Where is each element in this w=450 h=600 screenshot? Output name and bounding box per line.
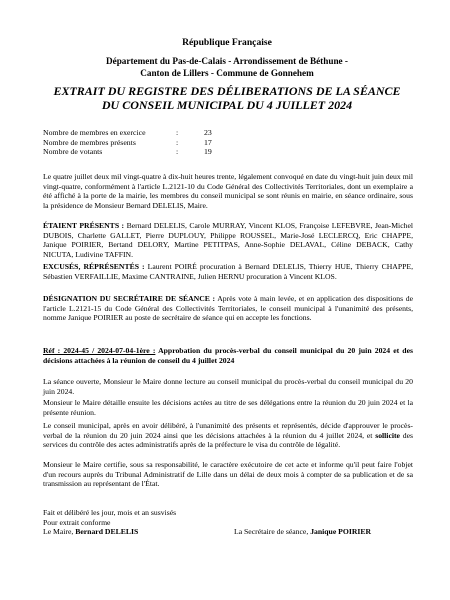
present-label: ÉTAIENT PRÉSENTS : <box>43 221 125 230</box>
member-stats <box>43 128 224 157</box>
stat-label: Nombre de votants <box>43 147 103 157</box>
secretary-signature <box>234 527 371 537</box>
secretary-label: DÉSIGNATION DU SECRÉTAIRE DE SÉANCE : <box>43 294 216 303</box>
department-line-2: Canton de Lillers - Commune de Gonnehem <box>140 67 314 78</box>
title-line-1: EXTRAIT DU REGISTRE DES DÉLIBERATIONS DE LA SÉANCE <box>53 84 401 98</box>
stat-label: Nombre de membres en exercice <box>43 128 146 137</box>
stat-value: 23 <box>204 128 212 137</box>
stat-row <box>43 128 224 138</box>
resolution-text-end: des services du contrôle des actes administratifs après de la préfecture le visa du contrôle de légalité. <box>43 430 413 450</box>
stat-separator: : <box>176 147 179 157</box>
paragraph-reading: La séance ouverte, Monsieur le Maire donne lecture au conseil municipal du procès-verbal du conseil municipal du 20 juin 2024. <box>43 377 413 396</box>
secretary-title: La Secrétaire de séance, <box>234 527 311 536</box>
secretary-text: Après vote à main levée, et en application des dispositions de l'article L.2121-15 du Code Général des Collectivités Territoriales, le conseil municipal à l'unanimité des présents, nomme Janique POIRIER au poste de secrétaire de séance qui en accepte les fonctions. <box>43 294 413 323</box>
document-title <box>40 84 414 112</box>
excused-paragraph <box>43 262 413 281</box>
resolution-keyword: sollicite <box>375 430 400 440</box>
excused-list: Laurent POIRÉ procuration à Bernard DELELIS, Thierry HUE, Thierry CHAPPE, Sébastien VERFAILLIE, Maxime CANTRAINE, Julien HERNU procuration à Vincent KLOS. <box>43 262 413 281</box>
paragraph-certification: Monsieur le Maire certifie, sous sa responsabilité, le caractère exécutoire de cet acte et informe qu'il peut faire l'objet d'un recours auprès du Tribunal Administratif de Lille dans un délai de deux mois à compter de sa publication et de sa transmission au représentant de l'État. <box>43 460 413 489</box>
intro-paragraph: Le quatre juillet deux mil vingt-quatre à dix-huit heures trente, légalement convoqué en date du vingt-huit juin deux mil vingt-quatre, conformément à l'article L.2121-10 du Code Général des Collectivités Territoriales, dont un exemplaire a été affiché à la porte de la mairie, les membres du conseil municipal se sont réunis en mairie, en séance ordinaire, sous la présidence de Monsieur Bernard DELELIS, Maire. <box>43 172 413 210</box>
stat-value: 19 <box>204 147 212 157</box>
mayor-signature <box>43 527 176 537</box>
paragraph-decisions: Monsieur le Maire détaille ensuite les décisions actées au titre de ses délégations entre la réunion du 20 juin 2024 et la présente réunion. <box>43 398 413 417</box>
reference-subject: Approbation du procès-verbal du conseil municipal du 20 juin 2024 et des décisions attachées à la réunion de conseil du 4 juillet 2024 <box>43 346 413 365</box>
closing-block <box>43 508 176 537</box>
republic-heading: République Française <box>182 37 272 48</box>
department-heading <box>40 56 414 79</box>
department-line-1: Département du Pas-de-Calais - Arrondissement de Béthune - <box>105 56 348 66</box>
present-list: Bernard DELELIS, Carole MURRAY, Vincent KLOS, Françoise LEFEBVRE, Jean-Michel DUBOIS, Charlette GALLET, Pierre DUPLOUY, Philippe ROUSSEL, Marie-José LECLERCQ, Eric CHAPPE, Janique POIRIER, Bertand DELORY, Martine PETITPAS, Anne-Sophie DELAVAL, Céline DEBACK, Cathy NICUTA, Ludivine TAFFIN. <box>43 221 414 259</box>
stat-label: Nombre de membres présents <box>43 137 136 147</box>
reference-label: Réf : 2024-45 / 2024-07-04-1ère : <box>43 346 156 355</box>
excused-label: EXCUSÉS, RÉPRÉSENTÉS : <box>43 262 145 271</box>
secretary-paragraph <box>43 294 413 323</box>
stat-value: 17 <box>204 137 212 147</box>
reference-paragraph <box>43 346 413 365</box>
closing-line-2: Pour extrait conforme <box>43 517 111 527</box>
stat-row <box>43 147 224 157</box>
paragraph-resolution <box>43 421 413 450</box>
mayor-title: Le Maire, <box>43 527 76 537</box>
stat-separator: : <box>176 128 179 137</box>
stat-row <box>43 138 224 148</box>
secretary-name: Janique POIRIER <box>310 527 372 536</box>
closing-line-1: Fait et délibéré les jour, mois et an susvisés <box>43 508 177 517</box>
resolution-text: Le conseil municipal, après en avoir délibéré, à l'unanimité des présents et représentés, décide d'approuver le procès-verbal de la réunion du 20 juin 2024 ainsi que les décisions attachées à la réunion du 4 juillet 2024, et <box>43 421 413 440</box>
stat-separator: : <box>176 137 179 147</box>
title-line-2: DU CONSEIL MUNICIPAL DU 4 JUILLET 2024 <box>101 98 353 112</box>
mayor-name: Bernard DELELIS <box>75 527 139 537</box>
present-paragraph <box>43 221 413 259</box>
